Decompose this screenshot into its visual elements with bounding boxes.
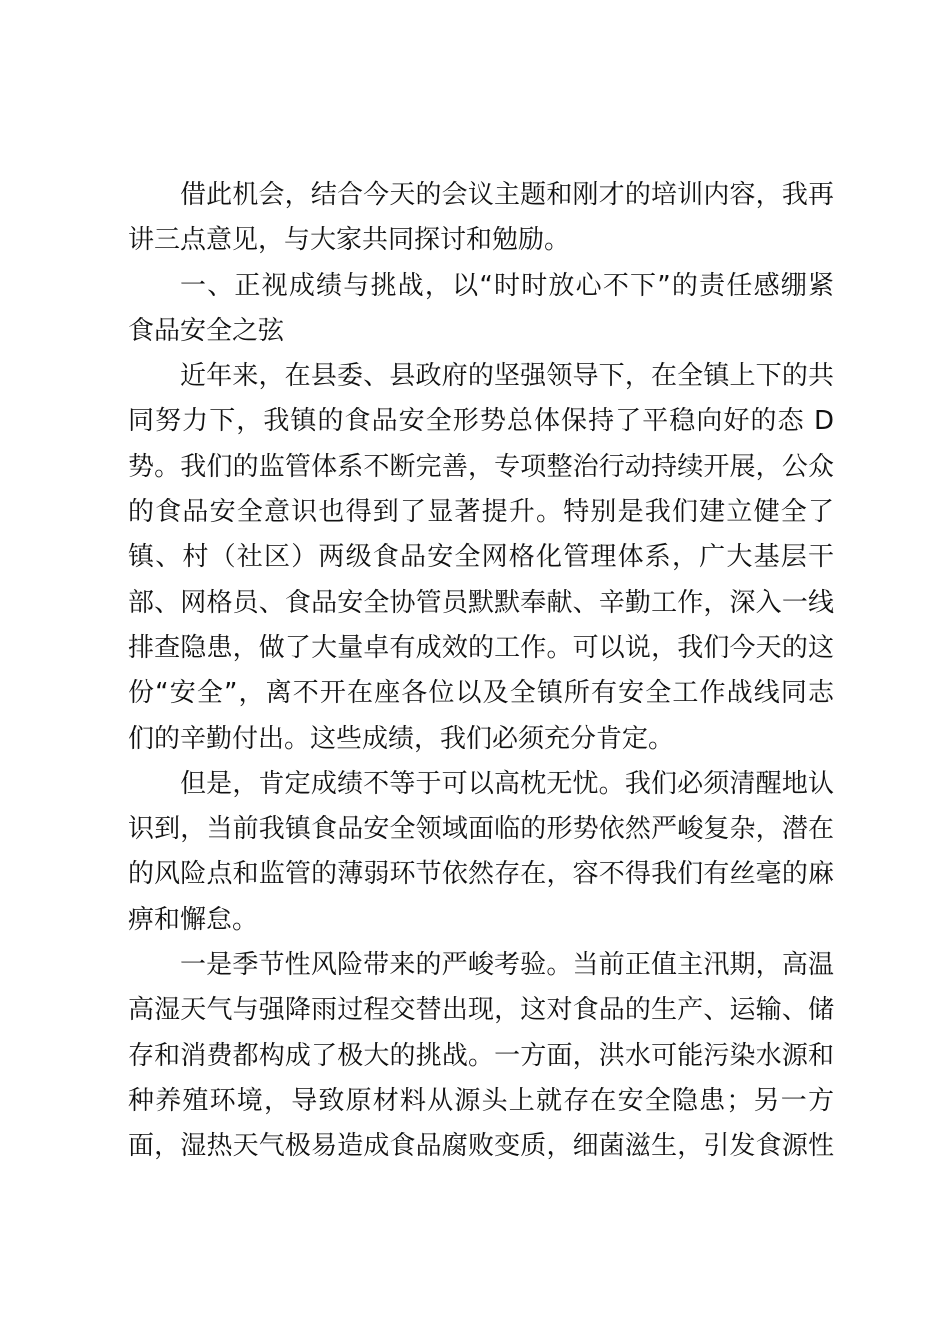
paragraph xyxy=(128,173,834,264)
document-body xyxy=(128,173,834,1170)
text-line: 一是季节性风险带来的严峻考验。当前正值主汛期，高温 xyxy=(180,950,834,981)
text-line: 的食品安全意识也得到了显著提升。特别是我们建立健全了 xyxy=(128,497,834,528)
text-line: 们的辛勤付出。这些成绩，我们必须充分肯定。 xyxy=(128,723,675,754)
paragraph xyxy=(128,762,834,943)
text-line: 食品安全之弦 xyxy=(128,315,285,346)
text-line: 高湿天气与强降雨过程交替出现，这对食品的生产、运输、储 xyxy=(128,995,834,1026)
text-line: 存和消费都构成了极大的挑战。一方面，洪水可能污染水源和 xyxy=(128,1040,834,1071)
text-line: 近年来，在县委、县政府的坚强领导下，在全镇上下的共 xyxy=(180,361,834,392)
text-line: 份“安全”，离不开在座各位以及全镇所有安全工作战线同志 xyxy=(128,678,834,709)
section-heading xyxy=(128,264,834,355)
text-line: 同努力下，我镇的食品安全形势总体保持了平稳向好的态 D xyxy=(128,406,834,437)
text-line: 一、正视成绩与挑战，以“时时放心不下”的责任感绷紧 xyxy=(180,270,834,301)
text-line: 但是，肯定成绩不等于可以高枕无忧。我们必须清醒地认 xyxy=(180,768,834,799)
text-line: 识到，当前我镇食品安全领域面临的形势依然严峻复杂，潜在 xyxy=(128,814,834,845)
paragraph xyxy=(128,943,834,1169)
text-line: 痹和懈怠。 xyxy=(128,904,259,935)
text-line: 的风险点和监管的薄弱环节依然存在，容不得我们有丝毫的麻 xyxy=(128,859,834,890)
text-line: 势。我们的监管体系不断完善，专项整治行动持续开展，公众 xyxy=(128,451,834,482)
paragraph xyxy=(128,354,834,762)
text-line: 排查隐患，做了大量卓有成效的工作。可以说，我们今天的这 xyxy=(128,632,834,663)
text-line: 部、网格员、食品安全协管员默默奉献、辛勤工作，深入一线 xyxy=(128,587,834,618)
text-line: 面，湿热天气极易造成食品腐败变质，细菌滋生，引发食源性 xyxy=(128,1131,834,1162)
text-line: 借此机会，结合今天的会议主题和刚才的培训内容，我再 xyxy=(180,180,834,210)
text-line: 镇、村（社区）两级食品安全网格化管理体系，广大基层干 xyxy=(128,542,834,573)
text-line: 种养殖环境，导致原材料从源头上就存在安全隐患；另一方 xyxy=(128,1085,834,1116)
text-line: 讲三点意见，与大家共同探讨和勉励。 xyxy=(128,225,571,256)
